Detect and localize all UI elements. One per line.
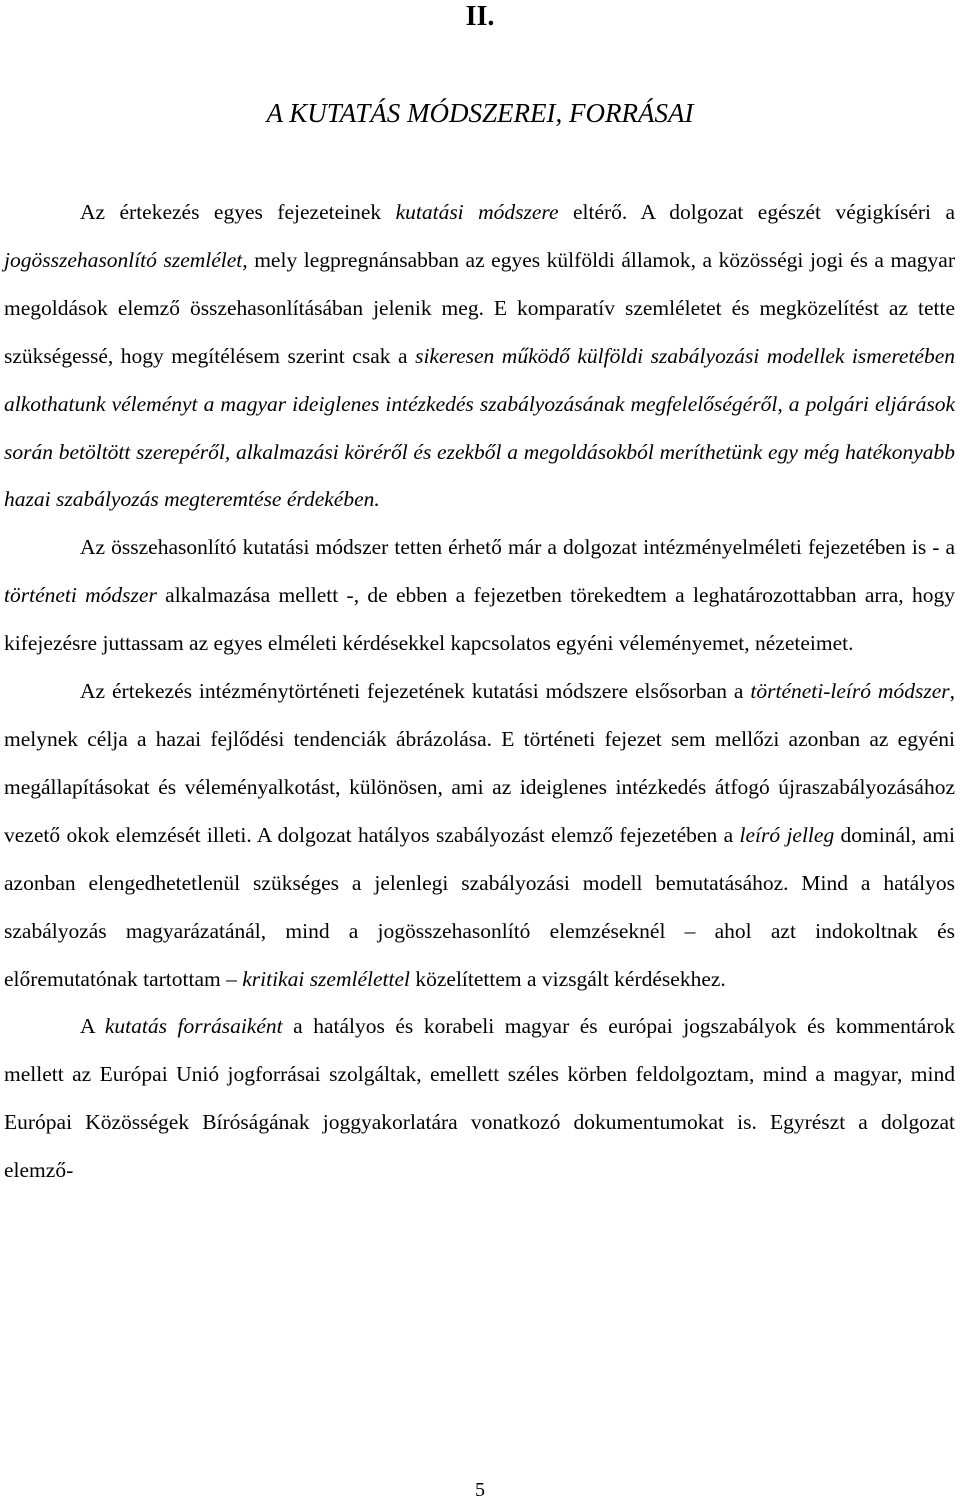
text-run: mely legpregnánsabban az egyes külföldi államok, a közösségi jogi és a magyar megoldások elemző összehasonlításában jelenik meg. E komparatív szemléletet és megközelítést az tette szükségessé, hogy megítélésem szerint csak a (4, 247, 956, 368)
chapter-number: II. (465, 1, 495, 32)
text-run: A (80, 1014, 105, 1039)
italic-text-run: történeti-leíró módszer (750, 679, 950, 704)
text-run: a hatályos és korabeli magyar és európai jogszabályok és kommentárok mellett az Európai Unió jogforrásai szolgáltak, emellett széles körben feldolgoztam, mind a magyar, mind Európai Közösségek Bíróságának joggyakorlatára vonatkozó dokumentumokat is. Egyrészt a dolgozat elemző- (4, 1014, 956, 1183)
paragraph-methods-intro (4, 189, 955, 524)
chapter-title: A KUTATÁS MÓDSZEREI, FORRÁSAI (266, 98, 694, 128)
text-run: Az értekezés intézménytörténeti fejezetének kutatási módszere elsősorban a (80, 679, 751, 704)
italic-text-run: kutatási módszere (395, 200, 559, 224)
italic-text-run: történeti módszer (4, 583, 157, 608)
paragraph-historical-method (4, 668, 955, 1003)
page-number: 5 (475, 1479, 485, 1501)
text-run: dominál, ami azonban elengedhetetlenül szükséges a jelenlegi szabályozási modell bemutatásához. Mind a hatályos szabályozás magyarázatánál, mind a jogösszehasonlító elemzéseknél – ahol azt indokoltnak és előremutatónak tartottam – (4, 822, 955, 991)
italic-text-run: kritikai szemlélettel (242, 966, 410, 991)
text-run: eltérő. A dolgozat egészét végigkíséri a (558, 200, 955, 224)
italic-text-run: jogösszehasonlító szemlélet, (4, 247, 248, 272)
text-run: közelítettem a vizsgált kérdésekhez. (410, 966, 726, 991)
text-run: Az összehasonlító kutatási módszer tetten érhető már a dolgozat intézményelméleti fejezetében is - a (80, 535, 955, 560)
italic-text-run: kutatás forrásaiként (104, 1014, 283, 1039)
paragraph-comparative-method (4, 524, 955, 668)
body-text (4, 189, 955, 1195)
italic-text-run: sikeresen működő külföldi szabályozási modellek ismeretében alkothatunk véleményt a magyar ideiglenes intézkedés szabályozásának megfelelőségéről, a polgári eljárások során betöltött szerepéről, alkalmazási köréről és ezekből a megoldásokból meríthetünk egy még hatékonyabb hazai szabályozás megteremtése érdekében. (4, 343, 955, 512)
text-run: , melynek célja a hazai fejlődési tendenciák ábrázolása. E történeti fejezet sem mellőzi azonban az egyéni megállapításokat és véleményalkotást, különösen, ami az ideiglenes intézkedés átfogó újraszabályozásához vezető okok elemzését illeti. A dolgozat hatályos szabályozást elemző fejezetében a (4, 679, 955, 847)
paragraph-research-sources (4, 1003, 955, 1195)
text-run: Az értekezés egyes fejezeteinek (80, 200, 396, 224)
text-run: alkalmazása mellett -, de ebben a fejezetben törekedtem a leghatározottabban arra, hogy kifejezésre juttassam az egyes elméleti kérdésekkel kapcsolatos egyéni véleményemet, nézeteimet. (4, 583, 955, 656)
italic-text-run: leíró jelleg (739, 822, 835, 847)
